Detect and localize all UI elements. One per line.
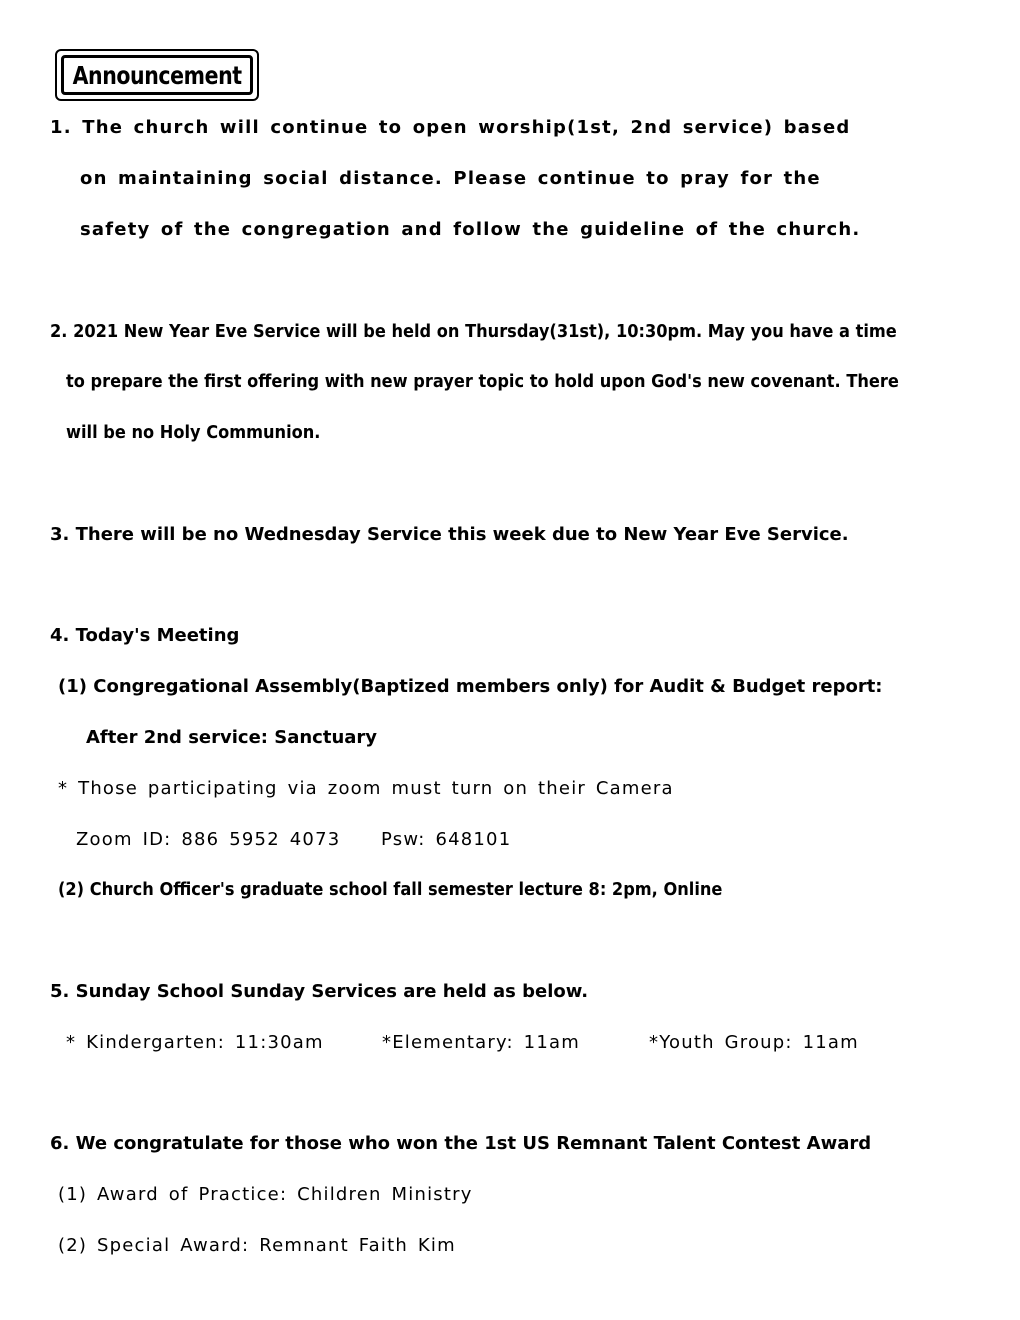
item-1-line-2: on maintaining social distance. Please continue to pray for the: [80, 168, 821, 189]
item-4-zoom-id: Zoom ID: 886 5952 4073: [76, 829, 341, 850]
item-2-line-2: to prepare the first offering with new prayer topic to hold upon God's new covenant. There: [66, 371, 899, 392]
item-2-line-3: will be no Holy Communion.: [66, 422, 321, 443]
item-4-sub-1-location: After 2nd service: Sanctuary: [86, 727, 378, 748]
item-6-heading: 6. We congratulate for those who won the 1st US Remnant Talent Contest Award: [50, 1133, 872, 1154]
item-5-elementary: *Elementary: 11am: [382, 1032, 580, 1053]
item-2-line-1: 2. 2021 New Year Eve Service will be held on Thursday(31st), 10:30pm. May you have a time: [50, 321, 897, 342]
item-1-line-3: safety of the congregation and follow the guideline of the church.: [80, 219, 861, 240]
item-4-heading: 4. Today's Meeting: [50, 625, 240, 646]
item-3-line-1: 3. There will be no Wednesday Service this week due to New Year Eve Service.: [50, 524, 849, 545]
page-title: Announcement: [72, 60, 242, 90]
item-4-zoom-note: * Those participating via zoom must turn on their Camera: [58, 778, 674, 799]
announcement-title-box: [55, 49, 259, 101]
item-6-award-1: (1) Award of Practice: Children Ministry: [58, 1184, 473, 1205]
item-5-kindergarten: * Kindergarten: 11:30am: [66, 1032, 324, 1053]
item-4-sub-2: (2) Church Officer's graduate school fall semester lecture 8: 2pm, Online: [58, 879, 723, 900]
item-5-youth-group: *Youth Group: 11am: [649, 1032, 859, 1053]
item-6-award-2: (2) Special Award: Remnant Faith Kim: [58, 1235, 456, 1256]
announcement-title-inner: [61, 55, 253, 95]
item-1-line-1: 1. The church will continue to open worship(1st, 2nd service) based: [50, 117, 851, 138]
item-5-heading: 5. Sunday School Sunday Services are held as below.: [50, 981, 589, 1002]
item-4-sub-1: (1) Congregational Assembly(Baptized members only) for Audit & Budget report:: [58, 676, 883, 697]
item-4-zoom-password: Psw: 648101: [381, 829, 512, 850]
